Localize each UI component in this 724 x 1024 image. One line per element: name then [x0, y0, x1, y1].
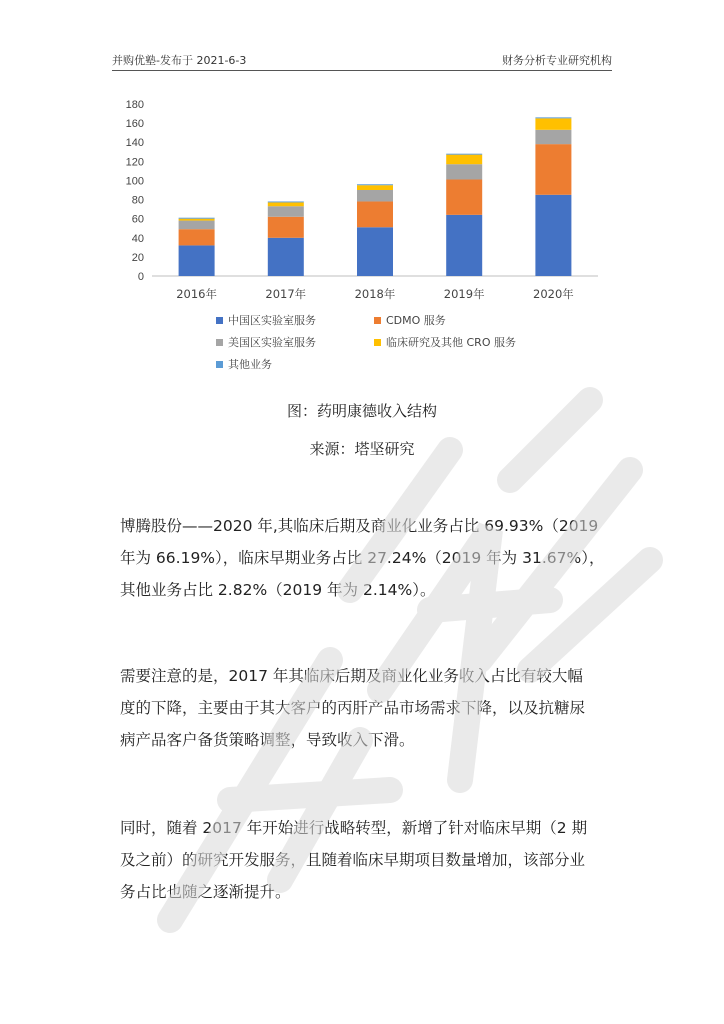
- paragraph-line: 病产品客户备货策略调整，导致收入下滑。: [120, 731, 415, 749]
- y-tick-label: 40: [131, 232, 144, 245]
- x-tick-label: 2017年: [265, 287, 307, 301]
- bar-segment: [535, 130, 571, 144]
- x-tick-label: 2016年: [176, 287, 217, 301]
- y-tick-label: 180: [125, 99, 144, 111]
- y-tick-label: 160: [125, 118, 144, 131]
- y-tick-label: 0: [137, 271, 144, 283]
- bar-segment: [179, 218, 215, 219]
- bar-segment: [179, 219, 215, 221]
- legend-swatch: [374, 317, 381, 324]
- bar-segment: [357, 185, 393, 190]
- bar-segment: [357, 184, 393, 185]
- paragraph-2: [120, 660, 606, 756]
- bar-segment: [535, 118, 571, 129]
- paragraph-line: 同时，随着 2017 年开始进行战略转型，新增了针对临床早期（2 期: [120, 819, 588, 837]
- y-tick-label: 140: [125, 137, 144, 150]
- legend-swatch: [216, 339, 223, 346]
- paragraph-line: 度的下降，主要由于其大客户的丙肝产品市场需求下降，以及抗糖尿: [120, 699, 586, 717]
- paragraph-line: 其他业务占比 2.82%（2019 年为 2.14%）。: [120, 581, 436, 599]
- x-tick-label: 2019年: [443, 287, 485, 301]
- bar-segment: [535, 117, 571, 118]
- bar-segment: [268, 202, 304, 206]
- x-tick-label: 2020年: [533, 287, 574, 301]
- legend-label: 中国区实验室服务: [228, 314, 316, 327]
- paragraph-line: 及之前）的研究开发服务，且随着临床早期项目数量增加，该部分业: [120, 851, 586, 869]
- bar-segment: [357, 227, 393, 276]
- bar-segment: [357, 201, 393, 227]
- paragraph-line: 需要注意的是，2017 年其临床后期及商业化业务收入占比有较大幅: [120, 667, 583, 685]
- legend-swatch: [216, 317, 223, 324]
- bar-segment: [179, 245, 215, 276]
- header-org: 财务分析专业研究机构: [502, 54, 612, 67]
- bar-segment: [446, 164, 482, 179]
- y-tick-label: 60: [131, 213, 144, 226]
- legend-label: 美国区实验室服务: [228, 336, 316, 349]
- y-tick-label: 100: [125, 175, 144, 188]
- legend-swatch: [216, 361, 223, 368]
- y-tick-label: 20: [131, 251, 144, 264]
- page-header: [112, 50, 612, 71]
- legend-label: 临床研究及其他 CRO 服务: [386, 336, 516, 349]
- paragraph-3: [120, 812, 606, 908]
- revenue-structure-chart: [112, 88, 612, 388]
- paragraph-line: 务占比也随之逐渐提升。: [120, 883, 291, 901]
- source-caption: 来源：塔坚研究: [309, 440, 415, 458]
- x-tick-label: 2018年: [354, 287, 396, 301]
- bar-segment: [535, 144, 571, 195]
- paragraph-1: [120, 510, 606, 606]
- bar-segment: [268, 238, 304, 276]
- legend-swatch: [374, 339, 381, 346]
- bar-segment: [268, 206, 304, 217]
- bar-segment: [446, 179, 482, 214]
- paragraph-line: 年为 66.19%），临床早期业务占比 27.24%（2019 年为 31.67%），: [120, 549, 605, 567]
- legend-label: CDMO 服务: [386, 314, 446, 327]
- figure-caption: 图：药明康德收入结构: [286, 402, 437, 420]
- legend-label: 其他业务: [228, 358, 272, 371]
- header-source: 并购优塾-发布于 2021-6-3: [112, 54, 247, 67]
- bar-segment: [179, 229, 215, 245]
- bar-segment: [446, 154, 482, 155]
- bar-segment: [268, 201, 304, 202]
- bar-segment: [179, 221, 215, 230]
- bar-segment: [446, 155, 482, 165]
- y-tick-label: 80: [131, 194, 144, 207]
- bar-segment: [535, 195, 571, 276]
- bar-segment: [357, 190, 393, 201]
- paragraph-line: 博腾股份——2020 年,其临床后期及商业化业务占比 69.93%（2019: [120, 517, 599, 535]
- bar-segment: [446, 215, 482, 276]
- bar-segment: [268, 217, 304, 238]
- y-tick-label: 120: [125, 156, 144, 169]
